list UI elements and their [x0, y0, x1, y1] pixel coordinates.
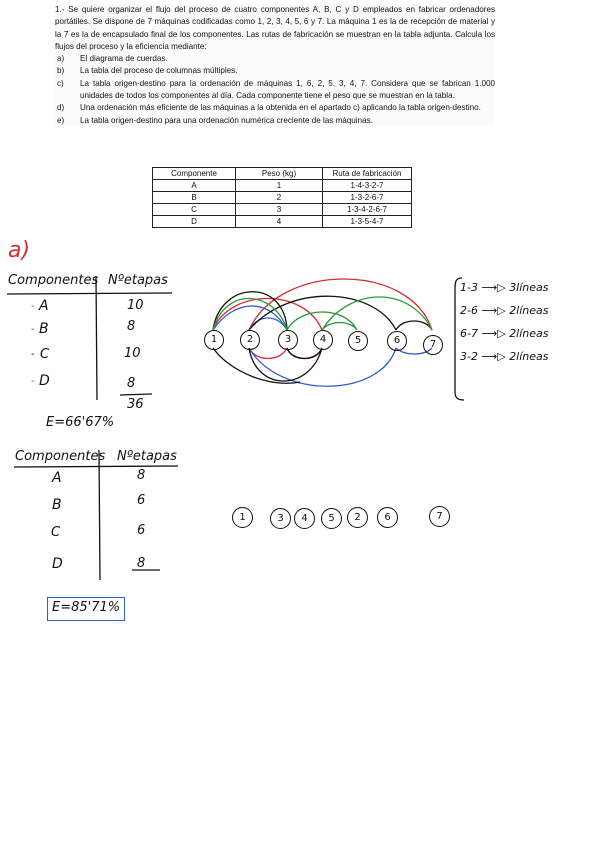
table-cell: 1 — [236, 180, 323, 192]
table1-column-rule — [96, 276, 97, 400]
table1-stages: 8 — [127, 376, 136, 391]
ordered-machine-node: 1 — [232, 507, 253, 528]
problem-item-a: a) El diagrama de cuerdas. — [57, 54, 168, 64]
problem-intro: 1.- Se quiere organizar el flujo del proceso de cuatro componentes A, B, C y D empleados en fabricar ordenadores portátiles. Se dispone de 7 máquinas codificadas como 1, 2, 3, 4, 5, 6 y 7. La máquina 1 es la de recepción de material y la 7 es la de encapsulado final de los componentes. Las rutas de fabricación se muestran en la tabla adjunta. Calcula los flujos del proceso y la eficiencia mediante: — [55, 5, 495, 51]
ordered-machine-node: 3 — [270, 508, 291, 529]
table-cell: B — [153, 192, 236, 204]
table-cell: D — [153, 216, 236, 228]
problem-item-d: d) Una ordenación más eficiente de las máquinas a la obtenida en el apartado c) aplicando la tabla origen-destino. — [57, 103, 481, 113]
dash-mark-blue: - — [31, 324, 35, 335]
problem-item-c: c) La tabla origen-destino para la ordenación de máquinas 1, 6, 2, 5, 3, 4, 7. Considera que se fabrican 1.000 unidades de todos los componentes al día. Cada componente tiene el peso que se muestran en la tabla. — [57, 78, 495, 101]
table2-stages: 8 — [137, 556, 146, 571]
routes-header: Ruta de fabricación — [323, 168, 412, 180]
table-cell: 1-3-4-2-6-7 — [323, 204, 412, 216]
brace-note: 3-2 ⟶▷ 2líneas — [460, 350, 549, 363]
table1-stages: 10 — [127, 298, 144, 313]
table-cell: 2 — [236, 192, 323, 204]
machine-node: 6 — [387, 331, 407, 351]
dash-mark-black: - — [31, 349, 35, 360]
routes-header: Componente — [153, 168, 236, 180]
table2-stages: 6 — [137, 493, 146, 508]
problem-item-e: e) La tabla origen-destino para una ordenación numérica creciente de las máquinas. — [57, 115, 373, 125]
table1-component: A — [39, 298, 49, 314]
table-cell: 1-3-5-4-7 — [323, 216, 412, 228]
dash-mark-red: - — [31, 301, 35, 312]
brace-note: 6-7 ⟶▷ 2líneas — [460, 327, 549, 340]
arc-black — [396, 321, 432, 330]
brace-note: 2-6 ⟶▷ 2líneas — [460, 304, 549, 317]
table1-total: 36 — [127, 397, 144, 412]
table2-column-rule — [99, 450, 100, 580]
table-cell: 1-3-2-6-7 — [323, 192, 412, 204]
arc-red — [287, 348, 322, 359]
ordered-machine-node: 4 — [294, 508, 315, 529]
table1-header-stages: Nºetapas — [108, 273, 168, 288]
arc-green — [287, 312, 357, 330]
arc-black — [213, 348, 300, 383]
machine-node: 7 — [423, 335, 443, 355]
table1-component: B — [39, 321, 49, 337]
section-label: a) — [8, 238, 31, 263]
ordered-machine-node: 2 — [347, 507, 368, 528]
table2-component: A — [52, 470, 62, 486]
table1-stages: 10 — [124, 346, 141, 361]
table2-stages: 8 — [137, 468, 146, 483]
arc-black — [249, 296, 396, 330]
table2-component: D — [52, 556, 63, 572]
dash-mark-green: - — [31, 376, 35, 387]
table-cell: C — [153, 204, 236, 216]
ordered-machine-node: 7 — [429, 506, 450, 527]
table1-component: D — [39, 373, 50, 389]
routes-header: Peso (kg) — [236, 168, 323, 180]
table1-stages: 8 — [127, 319, 136, 334]
table1-sum-rule — [120, 394, 152, 395]
table1-header-rule — [7, 293, 172, 294]
efficiency-1: E=66'67% — [46, 415, 115, 430]
table-cell: 3 — [236, 204, 323, 216]
table2-header-rule — [14, 466, 178, 467]
efficiency-2: E=85'71% — [52, 600, 121, 615]
arc-blue — [249, 348, 396, 386]
table-cell: 1-4-3-2-7 — [323, 180, 412, 192]
arc-green — [322, 297, 432, 330]
arc-black — [249, 348, 322, 381]
machine-node: 5 — [348, 331, 368, 351]
problem-item-b: b) La tabla del proceso de columnas múltiples. — [57, 66, 238, 76]
machine-node: 1 — [204, 330, 224, 350]
table2-component: B — [52, 497, 62, 513]
table-cell: 4 — [236, 216, 323, 228]
table1-component: C — [40, 347, 50, 362]
table-cell: A — [153, 180, 236, 192]
machine-node: 4 — [313, 330, 333, 350]
table2-component: C — [51, 525, 61, 540]
table1-header-components: Componentes — [8, 273, 99, 288]
table2-stages: 6 — [137, 523, 146, 538]
table2-header-components: Componentes — [15, 449, 106, 464]
ordered-machine-node: 5 — [321, 508, 342, 529]
machine-node: 3 — [278, 330, 298, 350]
machine-node: 2 — [240, 330, 260, 350]
brace-note: 1-3 ⟶▷ 3líneas — [460, 281, 549, 294]
ordered-machine-node: 6 — [377, 507, 398, 528]
arc-black — [287, 348, 322, 359]
table2-header-stages: Nºetapas — [117, 449, 177, 464]
